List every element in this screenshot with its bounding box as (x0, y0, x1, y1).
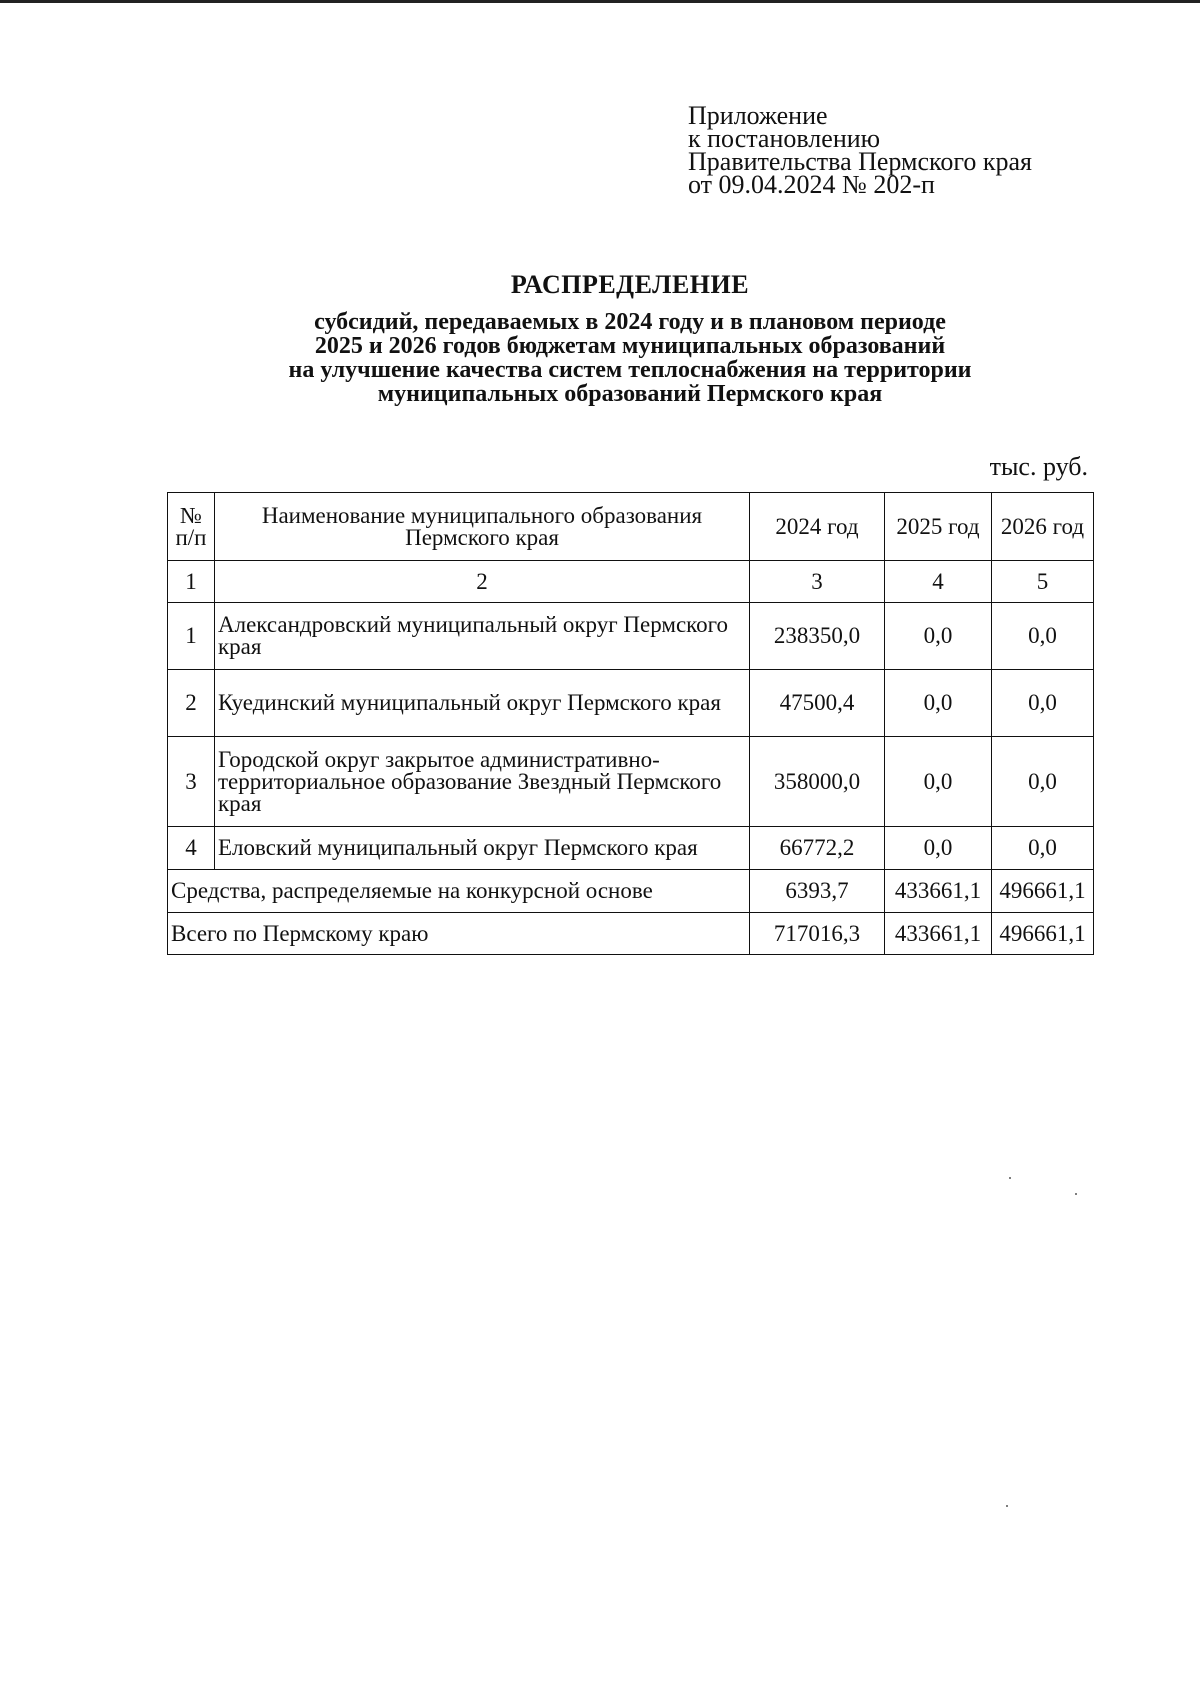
competitive-label: Средства, распределяемые на конкурсной основе (168, 870, 750, 913)
row-2026: 0,0 (992, 737, 1094, 827)
header-2024: 2024 год (750, 493, 885, 561)
subtitle-line: муниципальных образований Пермского края (377, 381, 883, 407)
competitive-row (168, 870, 1094, 913)
scan-speck (1075, 1193, 1077, 1195)
table-header-row (168, 493, 1094, 561)
column-number: 4 (885, 561, 992, 603)
header-2026: 2026 год (992, 493, 1094, 561)
scan-top-edge (0, 0, 1200, 3)
competitive-2024: 6393,7 (750, 870, 885, 913)
scan-speck (1009, 1177, 1011, 1179)
subtitle-line: на улучшение качества систем теплоснабжения на территории (288, 357, 972, 383)
row-num: 4 (168, 827, 215, 870)
table-row (168, 737, 1094, 827)
competitive-2026: 496661,1 (992, 870, 1094, 913)
annex-line: от 09.04.2024 № 202-п (688, 170, 935, 199)
annex-line: Правительства Пермского края (688, 147, 1032, 176)
row-name: Еловский муниципальный округ Пермского края (215, 827, 750, 870)
row-2025: 0,0 (885, 603, 992, 670)
header-num: № п/п (168, 493, 215, 561)
row-name: Куединский муниципальный округ Пермского края (215, 670, 750, 737)
row-2026: 0,0 (992, 603, 1094, 670)
total-row (168, 913, 1094, 955)
total-2024: 717016,3 (750, 913, 885, 955)
row-2026: 0,0 (992, 670, 1094, 737)
competitive-2025: 433661,1 (885, 870, 992, 913)
column-number: 1 (168, 561, 215, 603)
document-title: РАСПРЕДЕЛЕНИЕ (510, 270, 750, 299)
header-2025: 2025 год (885, 493, 992, 561)
row-name: Александровский муниципальный округ Пермского края (215, 603, 750, 670)
scan-speck (1006, 1505, 1008, 1507)
row-2024: 358000,0 (750, 737, 885, 827)
total-label: Всего по Пермскому краю (168, 913, 750, 955)
row-num: 1 (168, 603, 215, 670)
total-2025: 433661,1 (885, 913, 992, 955)
distribution-table (167, 492, 1094, 955)
subtitle-line: субсидий, передаваемых в 2024 году и в плановом периоде (314, 309, 946, 335)
total-2026: 496661,1 (992, 913, 1094, 955)
column-number-row (168, 561, 1094, 603)
row-2025: 0,0 (885, 737, 992, 827)
row-num: 3 (168, 737, 215, 827)
subtitle-line: 2025 и 2026 годов бюджетам муниципальных образований (314, 333, 946, 359)
header-name: Наименование муниципального образования Пермского края (215, 493, 750, 561)
row-2025: 0,0 (885, 670, 992, 737)
annex-line: к постановлению (688, 124, 881, 153)
table-row (168, 603, 1094, 670)
table-row (168, 827, 1094, 870)
table-row (168, 670, 1094, 737)
row-2024: 66772,2 (750, 827, 885, 870)
annex-block (688, 101, 1032, 199)
row-2024: 238350,0 (750, 603, 885, 670)
column-number: 2 (215, 561, 750, 603)
row-2025: 0,0 (885, 827, 992, 870)
column-number: 3 (750, 561, 885, 603)
document-subtitle (0, 310, 1200, 406)
row-2024: 47500,4 (750, 670, 885, 737)
column-number: 5 (992, 561, 1094, 603)
row-2026: 0,0 (992, 827, 1094, 870)
annex-line: Приложение (688, 101, 828, 130)
units-label: тыс. руб. (989, 452, 1088, 481)
row-name: Городской округ закрытое административно-территориальное образование Звездный Пермского края (215, 737, 750, 827)
row-num: 2 (168, 670, 215, 737)
